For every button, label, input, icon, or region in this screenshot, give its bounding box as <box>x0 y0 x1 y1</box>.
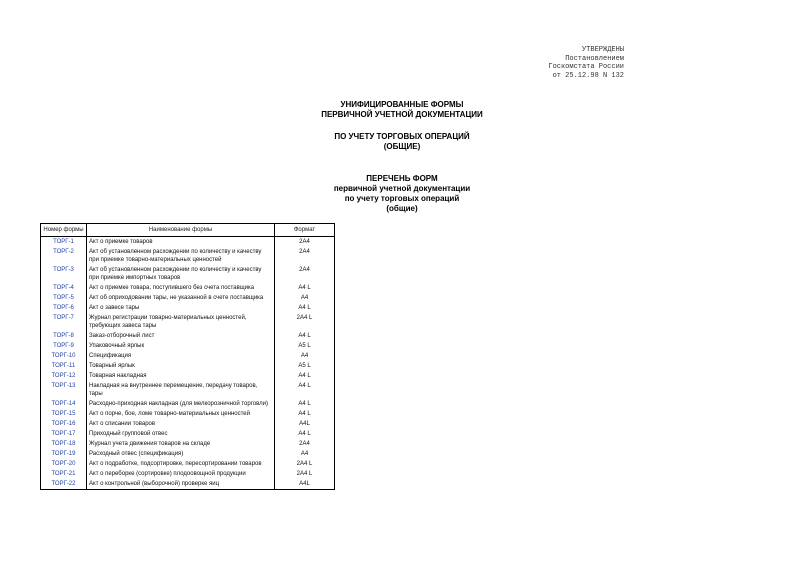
form-name-cell: Заказ-отборочный лист <box>87 331 275 341</box>
form-number-link[interactable]: ТОРГ-4 <box>41 283 87 293</box>
form-name-cell: Акт о приемке товаров <box>87 237 275 248</box>
form-name-cell: Накладная на внутреннее перемещение, передачу товаров, тары <box>87 381 275 399</box>
form-name-cell: Акт о списании товаров <box>87 419 275 429</box>
form-name-cell: Акт о приемке товара, поступившего без счета поставщика <box>87 283 275 293</box>
subtitle-line: (ОБЩИЕ) <box>383 142 421 151</box>
table-row <box>41 419 335 429</box>
title-line: УНИФИЦИРОВАННЫЕ ФОРМЫ <box>340 100 464 109</box>
form-name-cell: Спецификация <box>87 351 275 361</box>
approval-line: УТВЕРЖДЕНЫ <box>581 46 624 54</box>
form-format-cell: А4 L <box>275 283 335 293</box>
form-format-cell: А5 L <box>275 361 335 371</box>
form-format-cell: А5 L <box>275 341 335 351</box>
form-format-cell: 2А4 L <box>275 469 335 479</box>
form-format-cell: 2А4 <box>275 265 335 283</box>
form-name-cell: Акт о контрольной (выборочной) проверке яиц <box>87 479 275 490</box>
approval-line: от 25.12.98 N 132 <box>552 71 624 80</box>
form-number-link[interactable]: ТОРГ-18 <box>41 439 87 449</box>
table-row <box>41 429 335 439</box>
table-row <box>41 247 335 265</box>
table-row <box>41 265 335 283</box>
form-number-link[interactable]: ТОРГ-2 <box>41 247 87 265</box>
form-format-cell: 2А4 <box>275 439 335 449</box>
form-format-cell: А4 L <box>275 429 335 439</box>
table-row <box>41 303 335 313</box>
header-form-name: Наименование формы <box>87 224 275 237</box>
form-format-cell: 2А4 <box>275 247 335 265</box>
title-line: ПЕРВИЧНОЙ УЧЕТНОЙ ДОКУМЕНТАЦИИ <box>321 110 483 119</box>
list-heading-line: первичной учетной документации <box>333 184 471 193</box>
table-row <box>41 371 335 381</box>
table-row <box>41 399 335 409</box>
table-row <box>41 449 335 459</box>
form-format-cell: А4L <box>275 419 335 429</box>
form-number-link[interactable]: ТОРГ-14 <box>41 399 87 409</box>
form-number-link[interactable]: ТОРГ-15 <box>41 409 87 419</box>
form-name-cell: Акт об оприходовании тары, не указанной в счете поставщика <box>87 293 275 303</box>
form-format-cell: А4 L <box>275 409 335 419</box>
form-format-cell: А4 L <box>275 399 335 409</box>
list-heading-line: по учету торговых операций <box>344 194 460 203</box>
form-format-cell: А4L <box>275 479 335 490</box>
form-name-cell: Упаковочный ярлык <box>87 341 275 351</box>
form-format-cell: А4 <box>275 449 335 459</box>
header-format: Формат <box>275 224 335 237</box>
list-heading-line: ПЕРЕЧЕНЬ ФОРМ <box>366 174 438 183</box>
table-header-row <box>41 224 335 237</box>
form-name-cell: Расходно-приходная накладная (для мелкорозничной торговли) <box>87 399 275 409</box>
form-format-cell: 2А4 L <box>275 459 335 469</box>
form-name-cell: Акт о порче, бое, ломе товарно-материальных ценностей <box>87 409 275 419</box>
table-row <box>41 313 335 331</box>
form-format-cell: А4 L <box>275 303 335 313</box>
table-row <box>41 439 335 449</box>
table-row <box>41 469 335 479</box>
form-name-cell: Акт о подработке, подсортировке, пересортировании товаров <box>87 459 275 469</box>
table-row <box>41 409 335 419</box>
form-name-cell: Акт о переборке (сортировке) плодоовощной продукции <box>87 469 275 479</box>
form-number-link[interactable]: ТОРГ-20 <box>41 459 87 469</box>
document-title <box>200 100 604 120</box>
form-name-cell: Расходный отвес (спецификация) <box>87 449 275 459</box>
form-number-link[interactable]: ТОРГ-12 <box>41 371 87 381</box>
table-row <box>41 459 335 469</box>
approval-line: Постановлением <box>565 54 624 63</box>
form-number-link[interactable]: ТОРГ-10 <box>41 351 87 361</box>
table-row <box>41 341 335 351</box>
form-format-cell: А4 <box>275 351 335 361</box>
form-number-link[interactable]: ТОРГ-3 <box>41 265 87 283</box>
form-name-cell: Приходный групповой отвес <box>87 429 275 439</box>
form-number-link[interactable]: ТОРГ-19 <box>41 449 87 459</box>
form-name-cell: Акт о завесе тары <box>87 303 275 313</box>
form-number-link[interactable]: ТОРГ-13 <box>41 381 87 399</box>
form-number-link[interactable]: ТОРГ-6 <box>41 303 87 313</box>
document-subtitle <box>200 132 604 152</box>
table-row <box>41 479 335 490</box>
list-heading <box>200 174 604 214</box>
form-number-link[interactable]: ТОРГ-8 <box>41 331 87 341</box>
form-number-link[interactable]: ТОРГ-22 <box>41 479 87 490</box>
form-number-link[interactable]: ТОРГ-16 <box>41 419 87 429</box>
table-row <box>41 283 335 293</box>
form-format-cell: А4 L <box>275 381 335 399</box>
form-format-cell: А4 L <box>275 371 335 381</box>
table-row <box>41 331 335 341</box>
form-name-cell: Товарная накладная <box>87 371 275 381</box>
form-name-cell: Товарный ярлык <box>87 361 275 371</box>
form-name-cell: Журнал учета движения товаров на складе <box>87 439 275 449</box>
form-number-link[interactable]: ТОРГ-17 <box>41 429 87 439</box>
approval-line: Госкомстата России <box>548 63 624 71</box>
list-heading-line: (общие) <box>386 204 418 213</box>
subtitle-line: ПО УЧЕТУ ТОРГОВЫХ ОПЕРАЦИЙ <box>334 132 470 141</box>
forms-table <box>40 223 335 490</box>
form-name-cell: Журнал регистрации товарно-материальных ценностей, требующих завеса тары <box>87 313 275 331</box>
table-row <box>41 293 335 303</box>
form-number-link[interactable]: ТОРГ-1 <box>41 237 87 248</box>
table-row <box>41 381 335 399</box>
table-row <box>41 351 335 361</box>
form-number-link[interactable]: ТОРГ-11 <box>41 361 87 371</box>
form-format-cell: 2А4 L <box>275 313 335 331</box>
table-row <box>41 237 335 248</box>
form-number-link[interactable]: ТОРГ-21 <box>41 469 87 479</box>
form-name-cell: Акт об установленном расхождении по количеству и качеству при приемке товарно-материальных ценностей <box>87 247 275 265</box>
header-form-number: Номер формы <box>41 224 87 237</box>
approval-stamp <box>520 46 624 80</box>
form-number-link[interactable]: ТОРГ-7 <box>41 313 87 331</box>
form-format-cell: 2А4 <box>275 237 335 248</box>
table-row <box>41 361 335 371</box>
form-name-cell: Акт об установленном расхождении по количеству и качеству при приемке импортных товаров <box>87 265 275 283</box>
form-number-link[interactable]: ТОРГ-9 <box>41 341 87 351</box>
form-format-cell: А4 <box>275 293 335 303</box>
form-format-cell: А4 L <box>275 331 335 341</box>
form-number-link[interactable]: ТОРГ-5 <box>41 293 87 303</box>
